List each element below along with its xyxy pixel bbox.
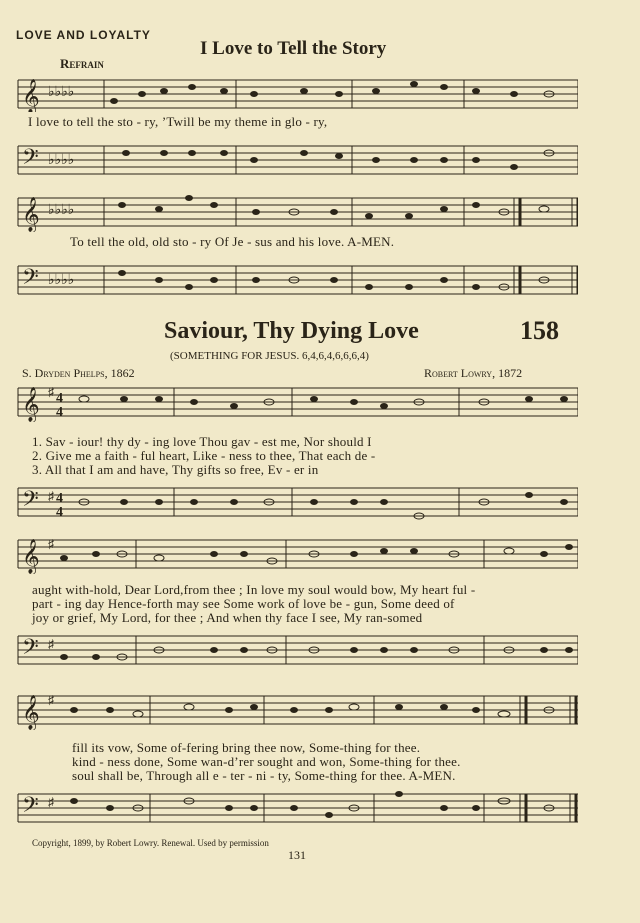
author-credit: S. Dryden Phelps, 1862 (22, 366, 135, 380)
staff-lines (14, 256, 578, 302)
hymn1-lyric-line-1: I love to tell the sto - ry, ’Twill be my theme in glo - ry, (28, 114, 328, 129)
hymn2-verse-3a: 3. All that I am and have, Thy gifts so free, Ev - er in (32, 462, 319, 477)
staff-bass-1 (14, 136, 578, 178)
staff-treble-1 (14, 74, 578, 112)
svg-text:𝄞: 𝄞 (22, 198, 40, 231)
staff-bass-3 (14, 478, 578, 526)
hymn2-verse-3c: soul shall be, Through all e - ter - ni - ty, Some-thing for thee. A-MEN. (72, 768, 456, 783)
svg-text:𝄢: 𝄢 (22, 635, 39, 664)
hymn2-verse-2a: 2. Give me a faith - ful heart, Like - ness to thee, That each de - (32, 448, 376, 463)
staff-treble-3 (14, 382, 578, 422)
svg-text:4: 4 (56, 391, 63, 406)
hymn2-verse-1b: aught with-hold, Dear Lord,from thee ; In love my soul would bow, My heart ful - (32, 582, 476, 597)
staff-treble-4 (14, 534, 578, 574)
refrain-label: Refrain (60, 56, 104, 71)
staff-lines (14, 136, 578, 178)
svg-text:4: 4 (56, 405, 63, 420)
svg-text:♯: ♯ (48, 795, 54, 809)
svg-text:𝄞: 𝄞 (22, 80, 40, 112)
staff-bass-5 (14, 784, 578, 834)
staff-treble-2 (14, 192, 578, 232)
svg-text:♭♭♭♭: ♭♭♭♭ (48, 85, 75, 100)
hymn-title-1: I Love to Tell the Story (200, 38, 387, 59)
staff-lines (14, 534, 578, 574)
hymn2-verse-2b: part - ing day Hence-forth may see Some work of love be - gun, Some deed of (32, 596, 455, 611)
staff-lines (14, 74, 578, 112)
svg-text:♯: ♯ (48, 385, 54, 399)
svg-text:𝄞: 𝄞 (22, 388, 40, 421)
staff-lines (14, 478, 578, 526)
hymn2-verse-2c: kind - ness done, Some wan-d’rer sought and won, Some-thing for thee. (72, 754, 461, 769)
svg-text:𝄢: 𝄢 (22, 793, 39, 822)
staff-lines (14, 192, 578, 232)
svg-text:♯: ♯ (48, 637, 54, 651)
hymn2-verse-1a: 1. Sav - iour! thy dy - ing love Thou gav - est me, Nor should I (32, 434, 372, 449)
hymn-number: 158 (520, 316, 559, 345)
staff-lines (14, 690, 578, 730)
staff-lines (14, 382, 578, 422)
svg-text:♯: ♯ (48, 489, 54, 503)
copyright-notice: Copyright, 1899, by Robert Lowry. Renewal. Used by permission (32, 838, 269, 848)
svg-text:♯: ♯ (48, 537, 54, 551)
svg-text:4: 4 (56, 505, 63, 520)
hymn1-lyric-line-2: To tell the old, old sto - ry Of Je - sus and his love. A-MEN. (70, 234, 395, 249)
page-number: 131 (288, 848, 306, 862)
tune-meter: (SOMETHING FOR JESUS. 6,4,6,4,6,6,6,4) (170, 350, 369, 362)
hymn2-verse-1c: fill its vow, Some of-fering bring thee now, Some-thing for thee. (72, 740, 421, 755)
svg-text:♭♭♭♭: ♭♭♭♭ (48, 153, 75, 168)
hymn2-verse-3b: joy or grief, My Lord, for thee ; And when thy face I see, My ran-somed (32, 610, 423, 625)
svg-text:𝄞: 𝄞 (22, 540, 40, 573)
svg-text:♯: ♯ (48, 693, 54, 707)
section-heading: LOVE AND LOYALTY (16, 28, 151, 42)
svg-text:𝄢: 𝄢 (22, 145, 39, 174)
staff-bass-4 (14, 626, 578, 674)
svg-text:♭♭♭♭: ♭♭♭♭ (48, 203, 75, 218)
staff-lines (14, 784, 578, 834)
staff-bass-2 (14, 256, 578, 302)
svg-text:𝄢: 𝄢 (22, 265, 39, 294)
svg-text:𝄞: 𝄞 (22, 696, 40, 729)
staff-treble-5 (14, 690, 578, 730)
hymn-title-2: Saviour, Thy Dying Love (164, 318, 419, 344)
staff-lines (14, 626, 578, 674)
svg-text:♭♭♭♭: ♭♭♭♭ (48, 273, 75, 288)
composer-credit: Robert Lowry, 1872 (424, 366, 523, 380)
svg-text:4: 4 (56, 491, 63, 506)
svg-text:𝄢: 𝄢 (22, 487, 39, 516)
